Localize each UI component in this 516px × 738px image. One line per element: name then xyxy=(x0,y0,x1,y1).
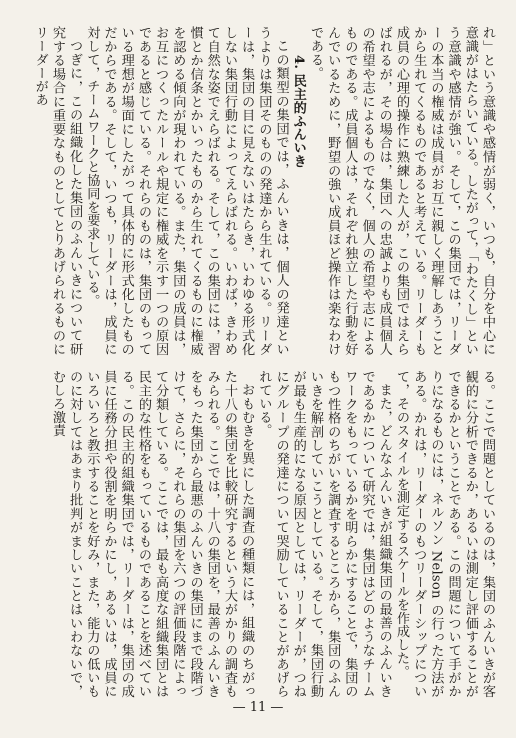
section-heading: 4. 民主的ふんいき xyxy=(290,55,306,168)
page-number: — 11 — xyxy=(232,700,284,715)
paragraph: れ」という意識や感情が弱く，いつも，自分を中心に意識がはたらいている。したがって，「わたくし」という意識や感情が強い。そして，この集団では，リーダーの本当の権威は成員がお互に親しく理解しあうことから生れてくるものであると考えている。リーダーも成員の心理的操作に熟練した人が，この集団ではえらばれるが，その場合は，集団への忠誠よりも成員個人の希望や志によるものでなく，個人の希望や志によるものである。成員個人は，それぞれ独立した行動を好んでいるために，野望の強い成員ほど操作は楽なわけである。 xyxy=(307,26,495,356)
text-column-lower xyxy=(20,370,496,698)
paragraph: おもむきを異にした調査の種類には，組織のちがった十八の集団を比較研究するという大がかりの調査もみられる。ここでは，十八の集団を，最善のふんいきをもった集団から最悪のふんいきの集団にまで段階づけて，さらに，それらの集団を六つの評価段階によって分類している。ここでは，最も高度な組織集団とは民主的な性格をもっているものであることを述べている。この民主的組織集団では，リーダーは，集団の成員に任務分担や役割を明らかにし，あるいは，成員にいろいろと教示することを好み，また，能力の低いものに対してはあまり批判がましいことはいわないで，むしろ激責 xyxy=(49,370,255,698)
paragraph: つぎに，この組織化した集団のふんいきについて研究する場合に重要なものとしてとりあげられるものにリーダーがあ xyxy=(32,26,83,356)
paragraph: る。ここで問題としているのは，集団のふんいきが客観的に分析できるか，あるいは測定し評価することができるかということである。この問題について手がかりになるものには，ネルソン Nelson の行った方法がある。かれは，リーダーのもつリーダーシップについて，そのスタイルを測定するスケールを作成した。 xyxy=(393,370,495,698)
paragraph: この類型の集団では，ふんいきは，個人の発達というよりは集団そのものの発達から生れている。リーダーは，集団の目に見えないはたらき，いわゆる形式化しない集団行動によってえらばれる。いわば，きわめて自然な姿でえらばれる。そして，この集団には，習慣とか信条とかいったものから生れてくるものに権威を認める傾向が現われている。また，集団の成員は，お互につくったルールや規定に権威を示す一つの原因であると感じている。それらのものは，集団のもっている理想が場面にしたがって具体的に形式化したものだからである。そして，いつも，リーダーは，成員に対して，チームワークと協同を要求している。 xyxy=(84,26,289,356)
paragraph: また，どんなふんいきが組織集団の最善のふんいきであるかについて研究では，集団はどのようなチームワークをもっているかを明らかにすることで，集団のもつ性格のちがいを調査するところから，集団のふんいきを解剖していこうとしている。そして，集団行動が最も生産的になる原因としては，リーダーが，つねにグループの発達について哭励していることがあげられている。 xyxy=(256,370,392,698)
text-column-upper xyxy=(20,26,496,356)
